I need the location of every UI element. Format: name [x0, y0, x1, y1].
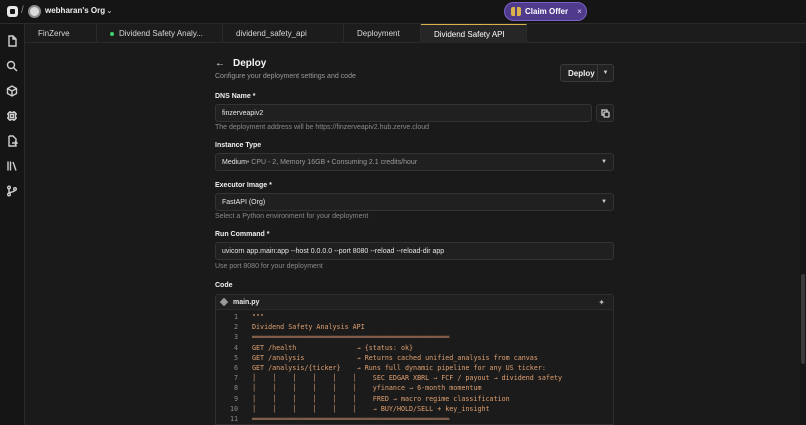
- tab-dividend-safety-api[interactable]: [421, 24, 527, 43]
- executor-image-label: Executor Image *: [215, 182, 272, 189]
- code-text: Dividend Safety Analysis API: [252, 323, 365, 332]
- code-line[interactable]: [216, 322, 615, 332]
- dns-input[interactable]: [215, 104, 592, 122]
- tab-finzerve[interactable]: [25, 24, 97, 43]
- tab-dividend-safety-api-file[interactable]: [223, 24, 344, 43]
- code-lines[interactable]: [216, 312, 615, 424]
- line-number: 4: [233, 343, 238, 352]
- dns-value: finzerveapiv2: [222, 109, 264, 117]
- code-text: """: [252, 313, 265, 321]
- code-line[interactable]: [216, 363, 615, 373]
- tab-label: Dividend Safety API: [434, 29, 505, 39]
- code-line[interactable]: [216, 383, 615, 393]
- line-number: 3: [233, 333, 238, 342]
- zerve-logo-icon[interactable]: [7, 6, 18, 17]
- code-text: GET /analysis → Returns cached unified_analysis from canvas: [252, 353, 538, 362]
- tab-deployment[interactable]: [344, 24, 421, 43]
- gift-icon: [511, 7, 521, 16]
- run-command-value: uvicorn app.main:app --host 0.0.0.0 --port 8080 --reload --reload-dir app: [222, 247, 445, 255]
- tab-label: FinZerve: [38, 29, 70, 38]
- ai-sparkle-icon[interactable]: ✦: [598, 298, 605, 307]
- code-line[interactable]: [216, 332, 615, 342]
- tab-label: Dividend Safety Analy...: [119, 29, 203, 38]
- code-line[interactable]: [216, 394, 615, 404]
- line-number: 8: [233, 384, 238, 393]
- code-line[interactable]: [216, 312, 615, 322]
- claim-offer-button[interactable]: [504, 2, 587, 21]
- code-line[interactable]: [216, 414, 615, 424]
- executor-image-help: Select a Python environment for your deployment: [215, 213, 369, 220]
- code-text: │ │ │ │ │ │ FRED → macro regime classification: [252, 394, 510, 403]
- git-branch-icon[interactable]: [5, 184, 19, 198]
- code-label: Code: [215, 282, 233, 289]
- sidebar: [0, 24, 25, 425]
- tab-label: Deployment: [357, 29, 400, 38]
- library-icon[interactable]: [5, 159, 19, 173]
- org-avatar[interactable]: [28, 5, 41, 18]
- chip-icon[interactable]: [5, 109, 19, 123]
- tab-dividend-safety-analysis[interactable]: [97, 24, 223, 43]
- executor-image-select[interactable]: [215, 193, 614, 211]
- line-number: 7: [233, 374, 238, 383]
- page-subtitle: Configure your deployment settings and code: [215, 73, 356, 80]
- run-command-help: Use port 8080 for your deployment: [215, 263, 323, 270]
- line-number: 9: [233, 394, 238, 403]
- file-icon[interactable]: [5, 34, 19, 48]
- tab-label: dividend_safety_api: [236, 29, 307, 38]
- scrollbar[interactable]: [800, 44, 806, 425]
- chevron-down-icon[interactable]: ▼: [597, 65, 613, 81]
- dns-help: The deployment address will be https://finzerveapiv2.hub.zerve.cloud: [215, 124, 430, 131]
- instance-type-value: Medium: [222, 158, 247, 166]
- chevron-down-icon: ▼: [601, 199, 607, 205]
- code-file-name: main.py: [233, 298, 260, 306]
- python-file-icon: [220, 298, 228, 306]
- run-command-label: Run Command *: [215, 231, 270, 238]
- line-number: 10: [229, 404, 238, 413]
- deploy-button[interactable]: [560, 64, 614, 82]
- run-command-input[interactable]: [215, 242, 614, 260]
- executor-image-value: FastAPI (Org): [222, 198, 266, 206]
- code-editor-header: [216, 295, 613, 310]
- code-text: GET /health → {status: ok}: [252, 343, 414, 352]
- org-name[interactable]: webharan's Org: [45, 6, 106, 15]
- dns-label: DNS Name *: [215, 93, 256, 100]
- instance-type-label: Instance Type: [215, 142, 262, 149]
- page-title: Deploy: [233, 58, 267, 69]
- line-number: 1: [233, 313, 238, 321]
- copy-button[interactable]: [596, 104, 614, 122]
- code-text: GET /analysis/{ticker} → Runs full dynamic pipeline for any US ticker:: [252, 363, 546, 372]
- line-number: 6: [233, 363, 238, 372]
- tab-bar: [25, 24, 806, 43]
- close-icon[interactable]: ×: [577, 7, 582, 16]
- code-line[interactable]: [216, 343, 615, 353]
- instance-type-select[interactable]: [215, 153, 614, 171]
- code-text: ═════════════════════════════════════════════════: [252, 333, 450, 342]
- code-text: │ │ │ │ │ │ → BUY/HOLD/SELL + key_insight: [252, 404, 490, 413]
- code-line[interactable]: [216, 373, 615, 383]
- code-line[interactable]: [216, 404, 615, 414]
- code-text: │ │ │ │ │ │ SEC EDGAR XBRL → FCF / payout → dividend safety: [252, 374, 563, 383]
- code-text: ═════════════════════════════════════════════════: [252, 414, 450, 423]
- deploy-button-label: Deploy: [568, 68, 595, 78]
- cube-icon[interactable]: [5, 84, 19, 98]
- chevron-down-icon[interactable]: ⌄: [106, 6, 113, 15]
- line-number: 5: [233, 353, 238, 362]
- chevron-down-icon: ▼: [601, 159, 607, 165]
- code-text: │ │ │ │ │ │ yfinance → 6-month momentum: [252, 384, 482, 393]
- line-number: 2: [233, 323, 238, 332]
- search-icon[interactable]: [5, 59, 19, 73]
- instance-type-detail: • CPU - 2, Memory 16GB • Consuming 2.1 credits/hour: [246, 158, 418, 166]
- back-arrow-icon[interactable]: ←: [215, 58, 225, 69]
- breadcrumb-separator: /: [21, 5, 24, 16]
- scrollbar-thumb[interactable]: [801, 274, 805, 364]
- line-number: 11: [229, 414, 238, 423]
- code-editor[interactable]: [215, 294, 614, 425]
- status-dot-icon: [110, 32, 114, 36]
- code-line[interactable]: [216, 353, 615, 363]
- claim-offer-label: Claim Offer: [525, 7, 569, 16]
- copy-icon: [601, 109, 610, 118]
- file-export-icon[interactable]: [5, 134, 19, 148]
- top-bar: [0, 0, 806, 24]
